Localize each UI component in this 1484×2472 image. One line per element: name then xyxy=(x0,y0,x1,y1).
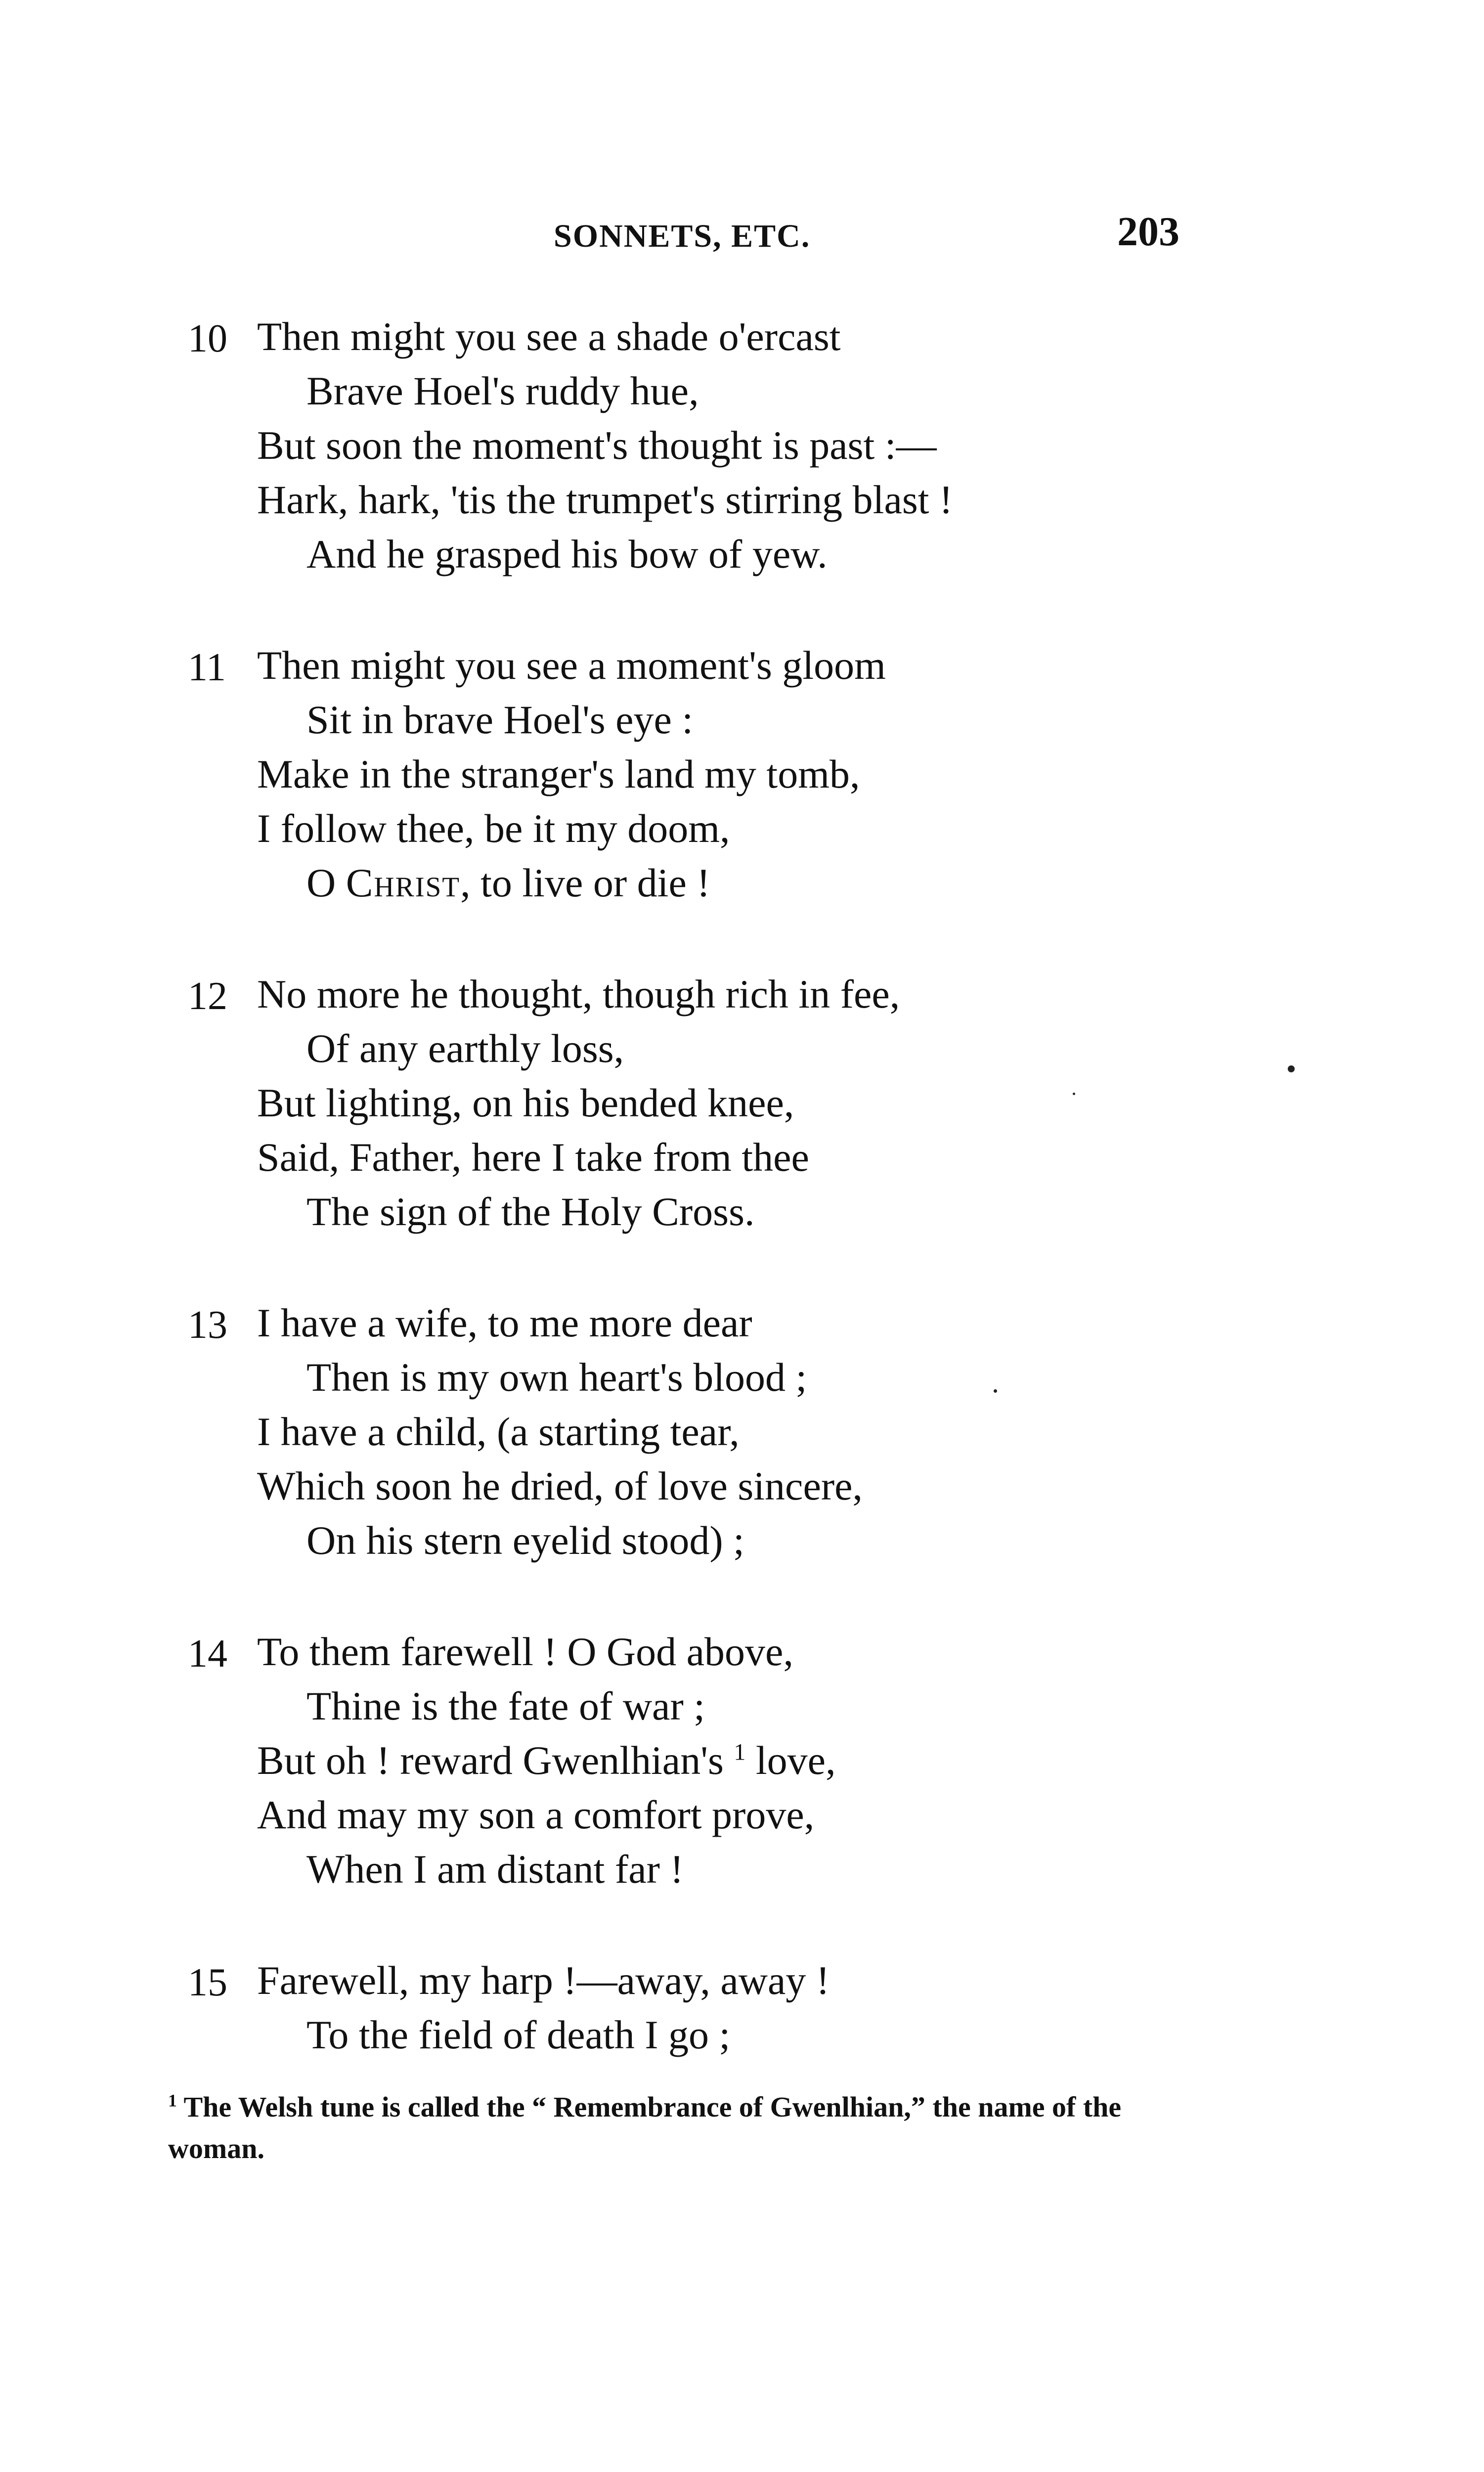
ink-speck xyxy=(1073,1093,1075,1095)
verse-line: But soon the moment's thought is past :— xyxy=(257,423,937,468)
small-caps-name: Christ xyxy=(346,860,461,905)
verse-text: But oh ! reward Gwenlhian's xyxy=(257,1738,734,1783)
verse-line: But lighting, on his bended knee, xyxy=(257,1080,794,1125)
verse-text: , to live or die ! xyxy=(460,860,710,905)
verse-line: Hark, hark, 'tis the trumpet's stirring blast ! xyxy=(257,477,953,522)
verse-line: Then is my own heart's blood ; xyxy=(306,1355,807,1400)
footnote-mark: 1 xyxy=(168,2090,177,2111)
verse-line: To them farewell ! O God above, xyxy=(257,1629,793,1674)
verse-line: Said, Father, here I take from thee xyxy=(257,1135,809,1180)
stanza-number: 14 xyxy=(188,1632,227,1676)
stanza-number: 11 xyxy=(188,646,226,689)
verse-text: O xyxy=(306,860,346,905)
verse-line: Thine is the fate of war ; xyxy=(306,1683,705,1728)
verse-line: Sit in brave Hoel's eye : xyxy=(306,697,694,742)
verse-line: And may my son a comfort prove, xyxy=(257,1792,815,1837)
verse-line: To the field of death I go ; xyxy=(306,2012,731,2057)
stanza-number: 15 xyxy=(188,1961,227,2004)
verse-line: Brave Hoel's ruddy hue, xyxy=(306,368,699,413)
verse-line: Farewell, my harp !—away, away ! xyxy=(257,1958,830,2003)
ink-speck xyxy=(994,1389,997,1393)
verse-line: No more he thought, though rich in fee, xyxy=(257,971,900,1016)
verse-line: Of any earthly loss, xyxy=(306,1026,624,1071)
verse-line: Then might you see a moment's gloom xyxy=(257,643,886,688)
verse-line: On his stern eyelid stood) ; xyxy=(306,1518,744,1563)
verse-text: love, xyxy=(745,1738,836,1783)
verse-line xyxy=(306,860,710,905)
footnote-text: The Welsh tune is called the “ Remembrance of Gwenlhian,” the name of the woman. xyxy=(168,2091,1122,2165)
stanza-number: 12 xyxy=(188,974,227,1018)
verse-line: When I am distant far ! xyxy=(306,1847,684,1892)
stanza-number: 13 xyxy=(188,1303,227,1347)
verse-line: I follow thee, be it my doom, xyxy=(257,806,730,851)
footnote-reference: 1 xyxy=(734,1739,746,1766)
verse-line xyxy=(257,1740,836,1781)
verse-line: Which soon he dried, of love sincere, xyxy=(257,1463,863,1508)
verse-line: I have a child, (a starting tear, xyxy=(257,1409,740,1454)
verse-line: And he grasped his bow of yew. xyxy=(306,531,828,576)
verse-line: Then might you see a shade o'ercast xyxy=(257,314,841,359)
running-title: SONNETS, ETC. xyxy=(554,218,811,254)
ink-speck xyxy=(1288,1065,1295,1072)
verse-line: Make in the stranger's land my tomb, xyxy=(257,751,860,796)
page-number: 203 xyxy=(1117,209,1179,255)
verse-line: I have a wife, to me more dear xyxy=(257,1300,752,1345)
verse-line: The sign of the Holy Cross. xyxy=(306,1189,755,1234)
footnote xyxy=(168,2086,1221,2169)
stanza-number: 10 xyxy=(188,317,227,360)
